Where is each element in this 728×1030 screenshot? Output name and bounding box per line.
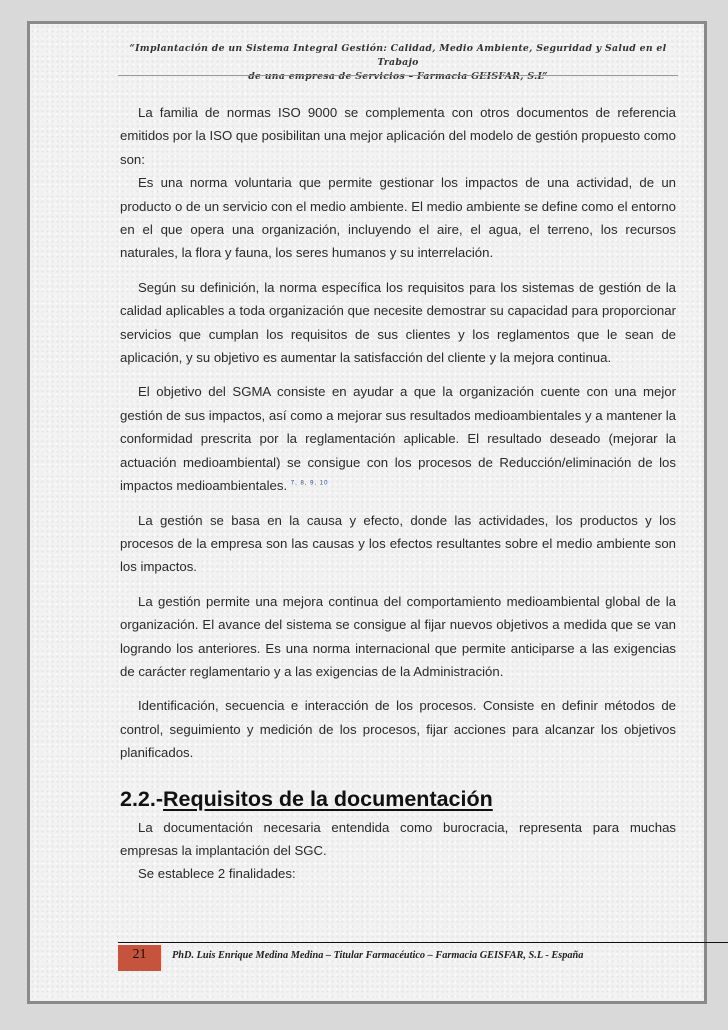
footer-divider [118,942,728,943]
reference-superscript[interactable]: 7, 8, 9, 10 [290,480,329,487]
paragraph-iso-9000: La familia de normas ISO 9000 se complementa con otros documentos de referencia emitidos por la ISO que posibilitan una mejor aplicación del modelo de gestión propuesto como son: [120,105,676,167]
paragraph-documentacion: La documentación necesaria entendida como burocracia, representa para muchas empresas la implantación del SGC. [120,819,676,858]
header-line-2: de una empresa de Servicios – Farmacia GEISFAR, S.L” [248,71,548,82]
paragraph-sgma-text: El objetivo del SGMA consiste en ayudar a que la organización cuente con una mejor gestión de sus impactos, así como a mejorar sus resultados medioambientales y a mantener la conformidad prescrita por la reglamentación aplicable. El resultado deseado (mejorar la actuación medioambiental) se consigue con los procesos de Reducción/eliminación de los impactos medioambientales. [120,384,676,494]
paragraph-causa-efecto: La gestión se basa en la causa y efecto, donde las actividades, los productos y los procesos de la empresa son las causas y los efectos resultantes sobre el medio ambiente son los impactos. [120,512,676,575]
paragraph-norma-voluntaria: Es una norma voluntaria que permite gestionar los impactos de una actividad, de un producto o de un servicio con el medio ambiente. El medio ambiente se define como el entorno en el que opera una organización, incluyendo el aire, el agua, el terreno, los recursos naturales, la flora y fauna, los seres humanos y su interrelación. [120,175,676,261]
section-number: 2.2.- [120,786,164,811]
body-content [120,101,676,886]
section-title: Requisitos de la documentación [163,786,493,811]
paragraph-sgma [120,380,676,497]
paragraph-definicion: Según su definición, la norma específica los requisitos para los sistemas de gestión de la calidad aplicables a toda organización que necesite demostrar su capacidad para proporcionar servicios que cumplan los requisitos de sus clientes y los reglamentos que le sean de aplicación, y su objetivo es aumentar la satisfacción del cliente y la mejora continua. [120,279,676,366]
running-header [120,42,676,84]
footer-author: PhD. Luis Enrique Medina Medina – Titular Farmacéutico – Farmacia GEISFAR, S.L - España [172,950,584,961]
paragraph-mejora-continua: La gestión permite una mejora continua del comportamiento medioambiental global de la organización. El avance del sistema se consigue al fijar nuevos objetivos a medida que se van logrando los anteriores. Es una norma internacional que permite anticiparse a las exigencias de carácter reglamentario y a las exigencias de la Administración. [120,593,676,679]
paragraph-procesos: Identificación, secuencia e interacción de los procesos. Consiste en definir métodos de control, seguimiento y medición de los procesos, fijar acciones para alcanzar los objetivos planificados. [120,698,676,761]
section-heading [120,786,676,812]
header-divider [118,75,678,76]
header-line-1: “Implantación de un Sistema Integral Gestión: Calidad, Medio Ambiente, Seguridad y Salud en el Trabajo [129,43,667,68]
page-number: 21 [132,947,147,962]
paragraph-finalidades: Se establece 2 finalidades: [138,866,296,882]
